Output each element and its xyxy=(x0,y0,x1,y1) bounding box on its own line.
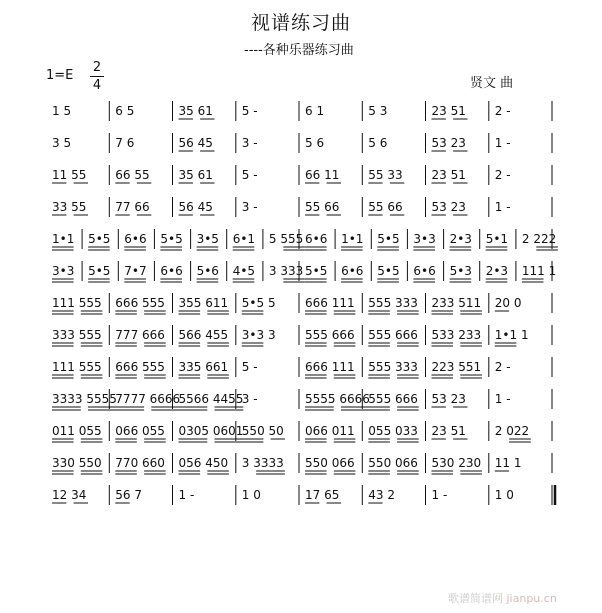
key-signature: 1=E xyxy=(46,68,74,83)
measure-notes: 111 1 xyxy=(521,264,557,278)
measure-notes: 550 066 xyxy=(305,456,355,470)
measure-notes: 12 34 xyxy=(52,488,87,502)
measure-notes: 3 5 xyxy=(52,136,72,150)
watermark-site: 歌谱简谱网 xyxy=(448,592,503,605)
measure-notes: 23 51 xyxy=(431,424,466,438)
measure-notes: 5•5 xyxy=(377,264,400,278)
measure-notes: 7777 6666 xyxy=(115,392,181,406)
measure-notes: 2 022 xyxy=(494,424,530,438)
measure-notes: 35 61 xyxy=(178,168,213,182)
measure-notes: 1 - xyxy=(494,200,511,214)
measure-notes: 6•6 xyxy=(160,264,183,278)
measure-notes: 2•3 xyxy=(449,232,472,246)
measure-notes: 53 23 xyxy=(431,136,466,150)
measure-notes: 77 66 xyxy=(115,200,150,214)
score-line xyxy=(52,261,556,282)
measure-notes: 3 333 xyxy=(268,264,304,278)
score-line xyxy=(52,293,552,314)
score-line xyxy=(52,229,558,250)
watermark-url: jianpu.cn xyxy=(506,592,557,605)
measure-notes: 11 1 xyxy=(494,456,522,470)
measure-notes: 5 - xyxy=(241,168,258,182)
measure-notes: 2 222 xyxy=(521,232,557,246)
measure-notes: 53 23 xyxy=(431,200,466,214)
score-line xyxy=(52,101,552,121)
measure-notes: 3 - xyxy=(241,392,258,406)
measure-notes: 1 0 xyxy=(494,488,514,502)
measure-notes: 111 555 xyxy=(52,360,102,374)
measure-notes: 1•1 xyxy=(52,232,75,246)
measure-notes: 66 55 xyxy=(115,168,150,182)
measure-notes: 55 66 xyxy=(305,200,340,214)
measure-notes: 5566 4455 xyxy=(178,392,244,406)
measure-notes: 35 61 xyxy=(178,104,213,118)
score-line xyxy=(52,165,552,185)
measure-notes: 23 51 xyxy=(431,104,466,118)
measure-notes: 530 230 xyxy=(431,456,482,470)
measure-notes: 5555 6666 xyxy=(305,392,370,406)
measure-notes: 5•5 xyxy=(88,232,111,246)
measure-notes: 666 555 xyxy=(115,296,165,310)
measure-notes: 4•5 xyxy=(232,264,256,278)
measure-notes: 20 0 xyxy=(494,296,522,310)
measure-notes: 6•6 xyxy=(341,264,364,278)
measure-notes: 330 550 xyxy=(52,456,102,470)
measure-notes: 2 - xyxy=(494,104,511,118)
measure-notes: 1 0 xyxy=(241,488,261,502)
measure-notes: 3333 5555 xyxy=(52,392,117,406)
measure-notes: 056 450 xyxy=(178,456,229,470)
measure-notes: 7 6 xyxy=(115,136,135,150)
measure-notes: 5 555 xyxy=(268,232,304,246)
composer-credit: 贤文 曲 xyxy=(470,76,514,91)
measure-notes: 055 033 xyxy=(368,424,418,438)
measure-notes: 55 33 xyxy=(368,168,403,182)
measure-notes: 555 666 xyxy=(368,328,418,342)
measure-notes: 3 3333 xyxy=(241,456,284,470)
measure-notes: 666 111 xyxy=(305,360,355,374)
measure-notes: 5•3 xyxy=(449,264,472,278)
measure-notes: 011 055 xyxy=(52,424,102,438)
measure-notes: 770 660 xyxy=(115,456,165,470)
measure-notes: 43 2 xyxy=(368,488,396,502)
measure-notes: 55 66 xyxy=(368,200,403,214)
measure-notes: 335 661 xyxy=(178,360,229,374)
measure-notes: 2•3 xyxy=(485,264,509,278)
measure-notes: 3 - xyxy=(241,136,258,150)
page-subtitle: ----各种乐器练习曲 xyxy=(244,43,354,58)
measure-notes: 555 666 xyxy=(368,392,418,406)
measure-notes: 777 666 xyxy=(115,328,165,342)
measure-notes: 2 - xyxy=(494,360,511,374)
measure-notes: 56 45 xyxy=(178,200,213,214)
measure-notes: 550 066 xyxy=(368,456,418,470)
measure-notes: 1 - xyxy=(494,392,511,406)
measure-notes: 11 55 xyxy=(52,168,87,182)
measure-notes: 0305 0601 xyxy=(178,424,244,438)
measure-notes: 6 1 xyxy=(305,104,325,118)
score-line xyxy=(52,325,552,346)
measure-notes: 1•1 xyxy=(341,232,364,246)
measure-notes: 666 555 xyxy=(115,360,165,374)
time-signature-top: 2 xyxy=(92,60,102,75)
measure-notes: 66 11 xyxy=(305,168,340,182)
measure-notes: 1 - xyxy=(431,488,448,502)
measure-notes: 533 233 xyxy=(431,328,482,342)
measure-notes: 1 - xyxy=(178,488,195,502)
measure-notes: 33 55 xyxy=(52,200,87,214)
measure-notes: 5•6 xyxy=(196,264,219,278)
measure-notes: 355 611 xyxy=(178,296,229,310)
score-line xyxy=(52,389,552,410)
measure-notes: 5 6 xyxy=(305,136,325,150)
measure-notes: 5•5 xyxy=(305,264,328,278)
score-line xyxy=(52,421,552,442)
measure-notes: 56 7 xyxy=(115,488,143,502)
measure-notes: 5•5 xyxy=(377,232,400,246)
time-signature-bottom: 4 xyxy=(92,78,102,93)
measure-notes: 3•3 xyxy=(52,264,75,278)
measure-notes: 1•1 1 xyxy=(494,328,529,342)
measure-notes: 333 555 xyxy=(52,328,102,342)
measure-notes: 223 551 xyxy=(431,360,482,374)
measure-notes: 5 - xyxy=(241,104,258,118)
measure-notes: 066 011 xyxy=(305,424,355,438)
measure-notes: 5•5 5 xyxy=(241,296,276,310)
measure-notes: 1 5 xyxy=(52,104,72,118)
measure-notes: 3•3 xyxy=(413,232,436,246)
measure-notes: 17 65 xyxy=(305,488,340,502)
measure-notes: 111 555 xyxy=(52,296,102,310)
measure-notes: 666 111 xyxy=(305,296,355,310)
measure-notes: 5•5 xyxy=(160,232,183,246)
measure-notes: 6•6 xyxy=(305,232,328,246)
measure-notes: 233 511 xyxy=(431,296,482,310)
score-line xyxy=(52,485,552,505)
measure-notes: 5•1 xyxy=(485,232,509,246)
measure-notes: 555 666 xyxy=(305,328,355,342)
measure-notes: 6•6 xyxy=(413,264,436,278)
score-line xyxy=(52,197,552,217)
score-line xyxy=(52,357,552,378)
measure-notes: 3•3 3 xyxy=(241,328,276,342)
watermark xyxy=(448,590,557,606)
score-line xyxy=(52,133,552,153)
measure-notes: 2 - xyxy=(494,168,511,182)
measure-notes: 566 455 xyxy=(178,328,229,342)
measure-notes: 3 - xyxy=(241,200,258,214)
measure-notes: 5•5 xyxy=(88,264,111,278)
page-title: 视谱练习曲 xyxy=(250,12,351,34)
measure-notes: 3•5 xyxy=(196,232,219,246)
measure-notes: 1 - xyxy=(494,136,511,150)
measure-notes: 550 50 xyxy=(241,424,284,438)
score-line xyxy=(52,453,552,474)
measure-notes: 6 5 xyxy=(115,104,135,118)
measure-notes: 555 333 xyxy=(368,296,418,310)
measure-notes: 56 45 xyxy=(178,136,213,150)
measure-notes: 7•7 xyxy=(124,264,147,278)
measure-notes: 5 6 xyxy=(368,136,388,150)
measure-notes: 23 51 xyxy=(431,168,466,182)
measure-notes: 066 055 xyxy=(115,424,165,438)
measure-notes: 53 23 xyxy=(431,392,466,406)
measure-notes: 6•1 xyxy=(232,232,256,246)
measure-notes: 6•6 xyxy=(124,232,147,246)
measure-notes: 555 333 xyxy=(368,360,418,374)
measure-notes: 5 3 xyxy=(368,104,388,118)
measure-notes: 5 - xyxy=(241,360,258,374)
